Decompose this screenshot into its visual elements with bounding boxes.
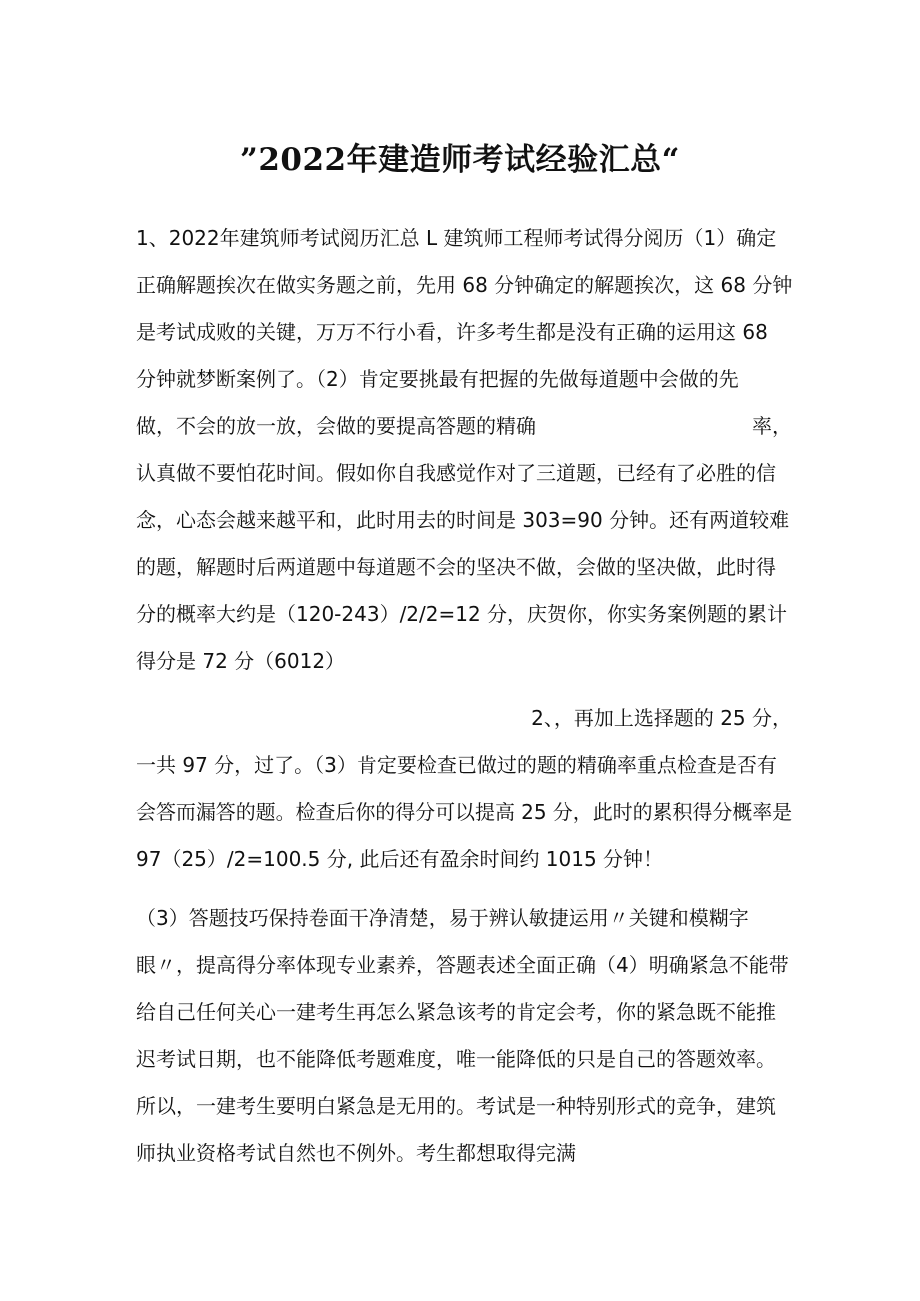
text-line: 会答而漏答的题。检查后你的得分可以提高 25 分，此时的累积得分概率是 — [136, 800, 793, 824]
text-segment: 率， — [752, 414, 792, 438]
text-line: 97（25）/2=100.5 分, 此后还有盈余时间约 1015 分钟！ — [136, 847, 664, 871]
text-line: 所以，一建考生要明白紧急是无用的。考试是一种特别形式的竞争，建筑 — [136, 1094, 776, 1118]
text-segment: 做，不会的放一放，会做的要提高答题的精确 — [136, 414, 536, 438]
text-line: 正确解题挨次在做实务题之前，先用 68 分钟确定的解题挨次，这 68 分钟 — [136, 273, 793, 297]
text-line: 的题，解题时后两道题中每道题不会的坚决不做，会做的坚决做，此时得 — [136, 555, 776, 579]
text-line: 眼〃，提高得分率体现专业素养，答题表述全面正确（4）明确紧急不能带 — [136, 953, 789, 977]
text-line: 得分是 72 分（6012） — [136, 649, 346, 673]
text-line: 1、2022年建筑师考试阅历汇总 L 建筑师工程师考试得分阅历（1）确定 — [136, 226, 777, 250]
text-line: 分的概率大约是（120-243）/2/2=12 分，庆贺你，你实务案例题的累计 — [136, 602, 788, 626]
text-line: 分钟就梦断案例了。（2）肯定要挑最有把握的先做每道题中会做的先 — [136, 367, 739, 391]
text-line: （3）答题技巧保持卷面干净清楚，易于辨认敏捷运用〃关键和模糊字 — [136, 906, 749, 930]
document-title: ”2022年建造师考试经验汇总“ — [240, 142, 680, 178]
text-line: 一共 97 分，过了。（3）肯定要检查已做过的题的精确率重点检查是否有 — [136, 753, 777, 777]
text-line: 师执业资格考试自然也不例外。考生都想取得完满 — [136, 1141, 576, 1165]
text-line: 认真做不要怕花时间。假如你自我感觉作对了三道题，已经有了必胜的信 — [136, 461, 776, 485]
text-line: 给自己任何关心一建考生再怎么紧急该考的肯定会考，你的紧急既不能推 — [136, 1000, 776, 1024]
text-line: 迟考试日期，也不能降低考题难度，唯一能降低的只是自己的答题效率。 — [136, 1047, 776, 1071]
text-line: 是考试成败的关键，万万不行小看，许多考生都是没有正确的运用这 68 — [136, 320, 768, 344]
text-line: 念，心态会越来越平和，此时用去的时间是 303=90 分钟。还有两道较难 — [136, 508, 790, 532]
text-line: 2、，再加上选择题的 25 分， — [531, 706, 792, 730]
text-line — [136, 403, 792, 449]
